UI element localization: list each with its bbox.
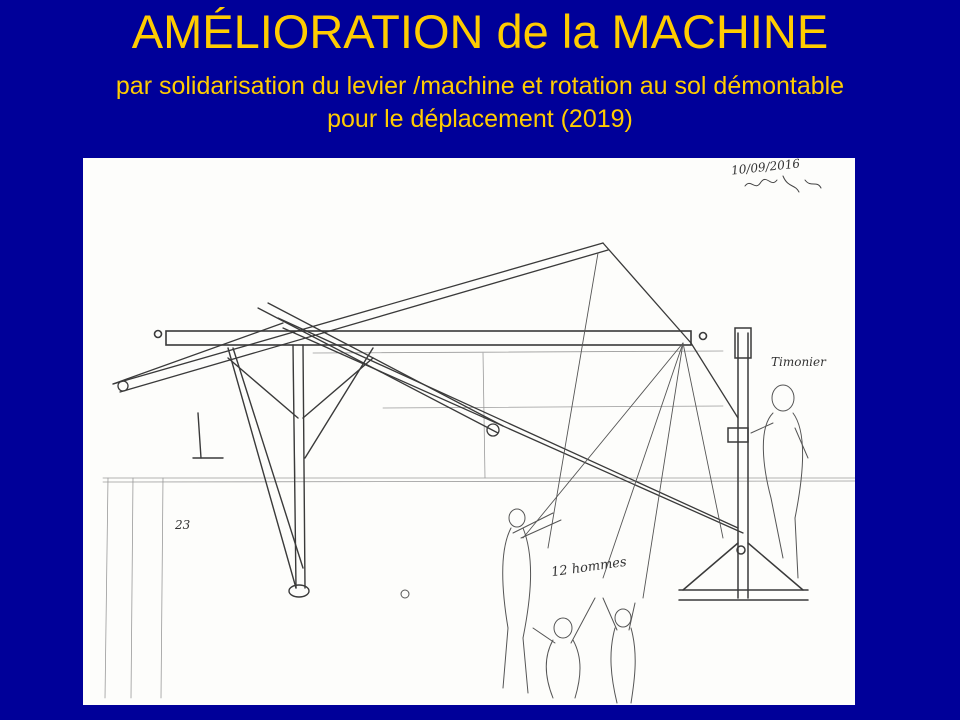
- label-men: 12 hommes: [550, 554, 628, 581]
- subtitle-line-2: pour le déplacement (2019): [327, 105, 633, 133]
- sketch-drawing: [83, 158, 855, 705]
- lever-arms: [113, 243, 743, 533]
- machine-sketch: [83, 158, 855, 705]
- figure-number: 23: [175, 518, 191, 532]
- sketch-date: 10/09/2016: [730, 156, 801, 178]
- label-helmsman: Timonier: [771, 355, 826, 369]
- slide-subtitle: [0, 70, 960, 136]
- central-mast: [193, 345, 373, 597]
- signature: [745, 176, 821, 192]
- background-lines: [103, 351, 855, 698]
- pulling-men: [401, 509, 635, 703]
- main-beam: [155, 331, 707, 346]
- subtitle-line-1: par solidarisation du levier /machine et rotation au sol démontable: [115, 72, 845, 100]
- ropes: [523, 253, 723, 598]
- slide-title: AMÉLIORATION de la MACHINE: [131, 5, 829, 58]
